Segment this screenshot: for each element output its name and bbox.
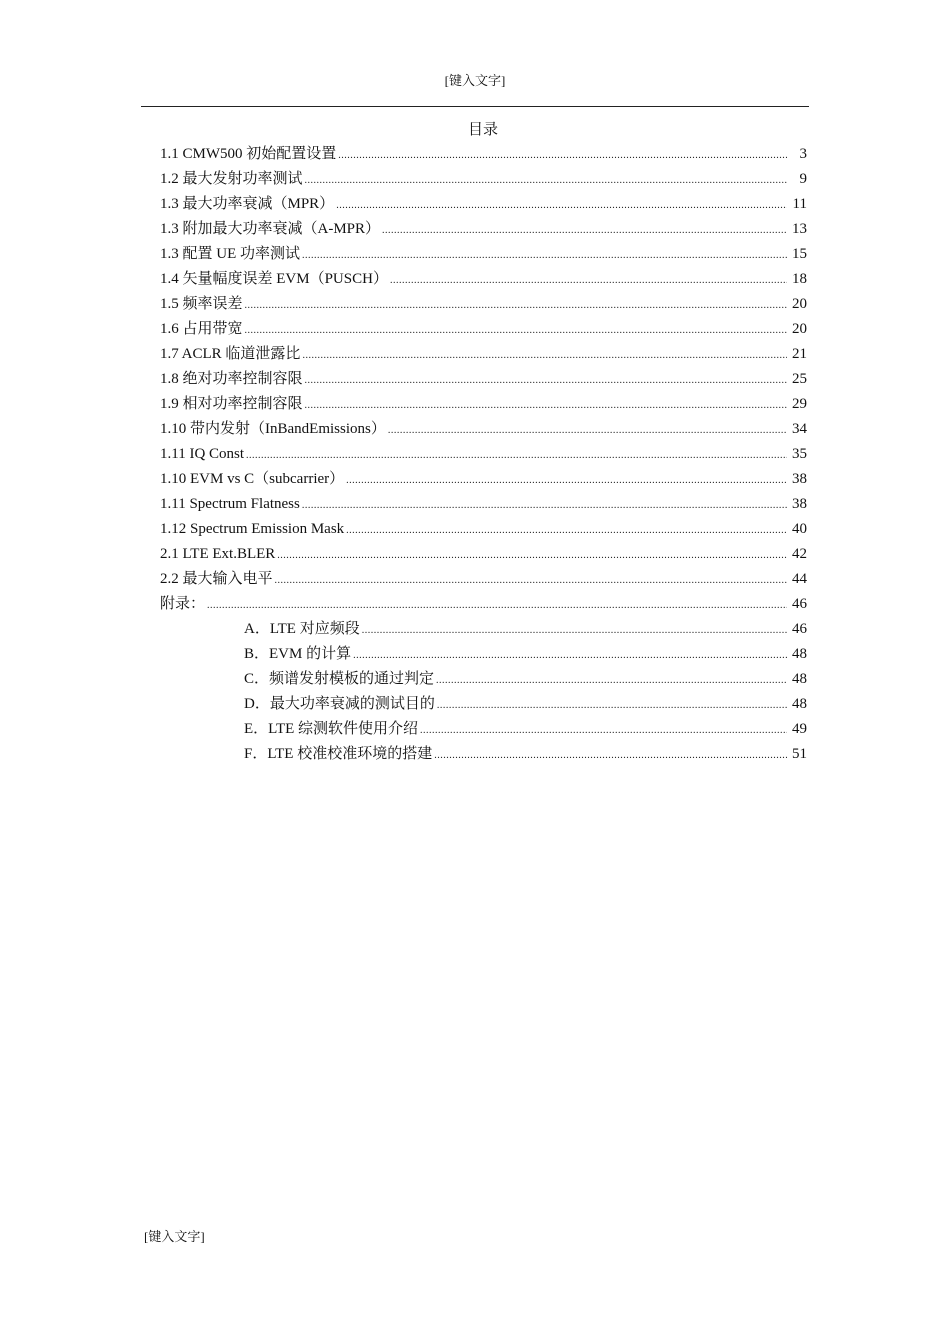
toc-entry-1-4[interactable] (160, 267, 807, 292)
toc-entry-1-3-ampr[interactable] (160, 217, 807, 242)
toc-entry-page: 35 (792, 446, 807, 462)
toc-entry-page: 44 (792, 571, 807, 587)
toc-entry-page: 49 (792, 721, 807, 737)
toc-entry-page: 15 (792, 246, 807, 262)
dot-leader (245, 317, 787, 342)
toc-entry-label: 1.10 带内发射（InBandEmissions） (160, 421, 386, 437)
toc-entry-page: 38 (792, 471, 807, 487)
toc-entry-label: 1.3 配置 UE 功率测试 (160, 246, 300, 262)
toc-entry-page: 46 (792, 621, 807, 637)
toc-entry-label: D．最大功率衰减的测试目的 (244, 696, 435, 712)
toc-entry-page: 48 (792, 646, 807, 662)
toc-entry-page: 51 (792, 746, 807, 762)
dot-leader (305, 167, 787, 192)
dot-leader (434, 742, 787, 767)
dot-leader (338, 142, 787, 167)
dot-leader (436, 667, 787, 692)
dot-leader (305, 367, 787, 392)
toc-entry-1-9[interactable] (160, 392, 807, 417)
toc-entry-page: 20 (792, 321, 807, 337)
dot-leader (207, 592, 787, 617)
toc-entry-2-1[interactable] (160, 542, 807, 567)
toc-entry-page: 38 (792, 496, 807, 512)
toc-entry-1-7[interactable] (160, 342, 807, 367)
toc-entry-1-11-iq[interactable] (160, 442, 807, 467)
toc-entry-appendix[interactable] (160, 592, 807, 617)
toc-entry-label: 2.1 LTE Ext.BLER (160, 546, 276, 562)
table-of-contents (160, 142, 807, 767)
toc-entry-1-6[interactable] (160, 317, 807, 342)
dot-leader (246, 442, 787, 467)
toc-entry-page: 3 (799, 146, 807, 162)
toc-entry-page: 42 (792, 546, 807, 562)
toc-entry-1-3-ue-power[interactable] (160, 242, 807, 267)
toc-entry-label: C．频谱发射模板的通过判定 (244, 671, 435, 687)
toc-entry-label: A．LTE 对应频段 (244, 621, 360, 637)
toc-entry-label: 1.3 最大功率衰减（MPR） (160, 196, 335, 212)
dot-leader (353, 642, 787, 667)
toc-entry-label: 1.7 ACLR 临道泄露比 (160, 346, 301, 362)
dot-leader (346, 517, 787, 542)
toc-title: 目录 (467, 122, 498, 138)
toc-entry-label: E．LTE 综测软件使用介绍 (244, 721, 419, 737)
toc-entry-1-1[interactable] (160, 142, 807, 167)
dot-leader (346, 467, 787, 492)
toc-entry-2-2[interactable] (160, 567, 807, 592)
dot-leader (362, 617, 787, 642)
toc-entry-label: 1.8 绝对功率控制容限 (160, 371, 303, 387)
dot-leader (437, 692, 787, 717)
toc-entry-appendix-b[interactable] (160, 642, 807, 667)
toc-entry-label: F．LTE 校准校准环境的搭建 (244, 746, 433, 762)
toc-entry-label: 1.9 相对功率控制容限 (160, 396, 303, 412)
toc-entry-1-12[interactable] (160, 517, 807, 542)
toc-entry-label: 1.5 频率误差 (160, 296, 243, 312)
toc-entry-page: 34 (792, 421, 807, 437)
toc-entry-appendix-e[interactable] (160, 717, 807, 742)
dot-leader (277, 542, 787, 567)
toc-entry-1-10-inband[interactable] (160, 417, 807, 442)
header-divider (141, 106, 809, 107)
dot-leader (305, 392, 787, 417)
toc-entry-appendix-a[interactable] (160, 617, 807, 642)
toc-entry-page: 11 (792, 196, 807, 212)
toc-entry-page: 13 (792, 221, 807, 237)
toc-entry-page: 29 (792, 396, 807, 412)
toc-entry-label: 2.2 最大输入电平 (160, 571, 273, 587)
toc-entry-1-8[interactable] (160, 367, 807, 392)
toc-entry-page: 18 (792, 271, 807, 287)
toc-entry-page: 21 (792, 346, 807, 362)
toc-entry-1-5[interactable] (160, 292, 807, 317)
toc-entry-1-10-evm[interactable] (160, 467, 807, 492)
toc-entry-appendix-f[interactable] (160, 742, 807, 767)
toc-entry-label: 1.3 附加最大功率衰减（A-MPR） (160, 221, 381, 237)
dot-leader (302, 492, 787, 517)
toc-entry-page: 20 (792, 296, 807, 312)
toc-entry-label: 1.2 最大发射功率测试 (160, 171, 303, 187)
toc-entry-label: 1.1 CMW500 初始配置设置 (160, 146, 337, 162)
dot-leader (302, 242, 787, 267)
toc-entry-label: 1.4 矢量幅度误差 EVM（PUSCH） (160, 271, 388, 287)
toc-entry-label: 1.10 EVM vs C（subcarrier） (160, 471, 345, 487)
toc-entry-appendix-c[interactable] (160, 667, 807, 692)
toc-entry-label: B．EVM 的计算 (244, 646, 352, 662)
toc-entry-1-2[interactable] (160, 167, 807, 192)
page-header-text[interactable]: [键入文字] (444, 73, 506, 88)
dot-leader (420, 717, 787, 742)
dot-leader (336, 192, 787, 217)
page-footer-text[interactable]: [键入文字] (144, 1229, 205, 1244)
toc-entry-page: 9 (799, 171, 807, 187)
toc-entry-page: 48 (792, 696, 807, 712)
toc-entry-page: 46 (792, 596, 807, 612)
dot-leader (302, 342, 787, 367)
toc-entry-1-11-flatness[interactable] (160, 492, 807, 517)
toc-entry-label: 1.12 Spectrum Emission Mask (160, 521, 345, 537)
toc-entry-label: 1.11 IQ Const (160, 446, 245, 462)
toc-entry-appendix-d[interactable] (160, 692, 807, 717)
dot-leader (390, 267, 787, 292)
toc-entry-1-3-mpr[interactable] (160, 192, 807, 217)
dot-leader (382, 217, 787, 242)
dot-leader (245, 292, 787, 317)
toc-entry-page: 48 (792, 671, 807, 687)
toc-entry-label: 附录： (160, 596, 206, 612)
dot-leader (388, 417, 787, 442)
toc-entry-label: 1.6 占用带宽 (160, 321, 243, 337)
toc-entry-page: 40 (792, 521, 807, 537)
toc-entry-label: 1.11 Spectrum Flatness (160, 496, 300, 512)
toc-entry-page: 25 (792, 371, 807, 387)
dot-leader (275, 567, 787, 592)
